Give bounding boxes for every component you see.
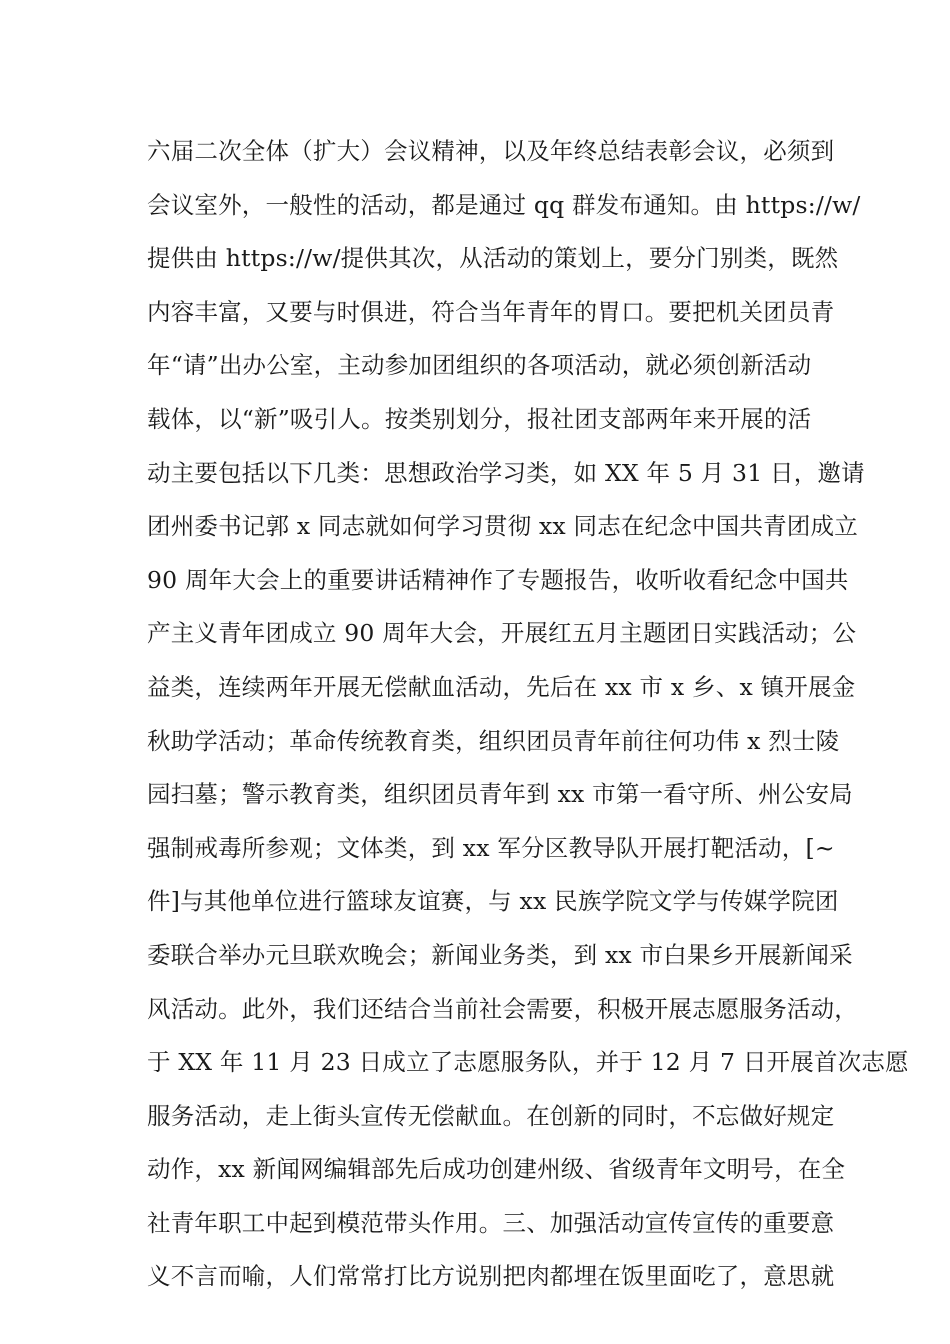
text-line: 六届二次全体（扩大）会议精神，以及年终总结表彰会议，必须到 bbox=[147, 137, 835, 165]
text-line: 秋助学活动；革命传统教育类，组织团员青年前往何功伟 x 烈士陵 bbox=[147, 726, 840, 755]
text-line: 动作，xx 新闻网编辑部先后成功创建州级、省级青年文明号，在全 bbox=[147, 1155, 846, 1184]
text-line: 于 XX 年 11 月 23 日成立了志愿服务队，并于 12 月 7 日开展首次志愿 bbox=[147, 1048, 909, 1077]
text-line: 益类，连续两年开展无偿献血活动，先后在 xx 市 x 乡、x 镇开展金 bbox=[147, 672, 856, 701]
body-text bbox=[147, 131, 909, 1310]
text-line: 委联合举办元旦联欢晚会；新闻业务类，到 xx 市白果乡开展新闻采 bbox=[147, 940, 853, 969]
text-line: 提供由 https://w/提供其次，从活动的策划上，要分门别类，既然 bbox=[147, 244, 839, 273]
text-line: 强制戒毒所参观；文体类，到 xx 军分区教导队开展打靶活动，[~ bbox=[147, 833, 835, 862]
text-line: 风活动。此外，我们还结合当前社会需要，积极开展志愿服务活动， bbox=[147, 994, 858, 1023]
text-line: 90 周年大会上的重要讲话精神作了专题报告，收听收看纪念中国共 bbox=[147, 565, 849, 594]
text-line: 件]与其他单位进行篮球友谊赛，与 xx 民族学院文学与传媒学院团 bbox=[147, 887, 839, 916]
text-line: 动主要包括以下几类：思想政治学习类，如 XX 年 5 月 31 日，邀请 bbox=[147, 458, 865, 487]
text-line: 载体，以“新”吸引人。按类别划分，报社团支部两年来开展的活 bbox=[147, 404, 812, 433]
text-line: 团州委书记郭 x 同志就如何学习贯彻 xx 同志在纪念中国共青团成立 bbox=[147, 512, 858, 541]
text-line: 服务活动，走上街头宣传无偿献血。在创新的同时，不忘做好规定 bbox=[147, 1101, 835, 1130]
text-line: 义不言而喻，人们常常打比方说别把肉都埋在饭里面吃了，意思就 bbox=[147, 1262, 835, 1291]
text-line: 年“请”出办公室，主动参加团组织的各项活动，就必须创新活动 bbox=[147, 351, 812, 380]
text-line: 内容丰富，又要与时俱进，符合当年青年的胃口。要把机关团员青 bbox=[147, 297, 835, 326]
text-line: 会议室外，一般性的活动，都是通过 qq 群发布通知。由 https://w/ bbox=[147, 190, 861, 219]
text-line: 产主义青年团成立 90 周年大会，开展红五月主题团日实践活动；公 bbox=[147, 619, 857, 648]
text-line: 园扫墓；警示教育类，组织团员青年到 xx 市第一看守所、州公安局 bbox=[147, 780, 853, 809]
text-line: 社青年职工中起到模范带头作用。三、加强活动宣传宣传的重要意 bbox=[147, 1208, 835, 1237]
